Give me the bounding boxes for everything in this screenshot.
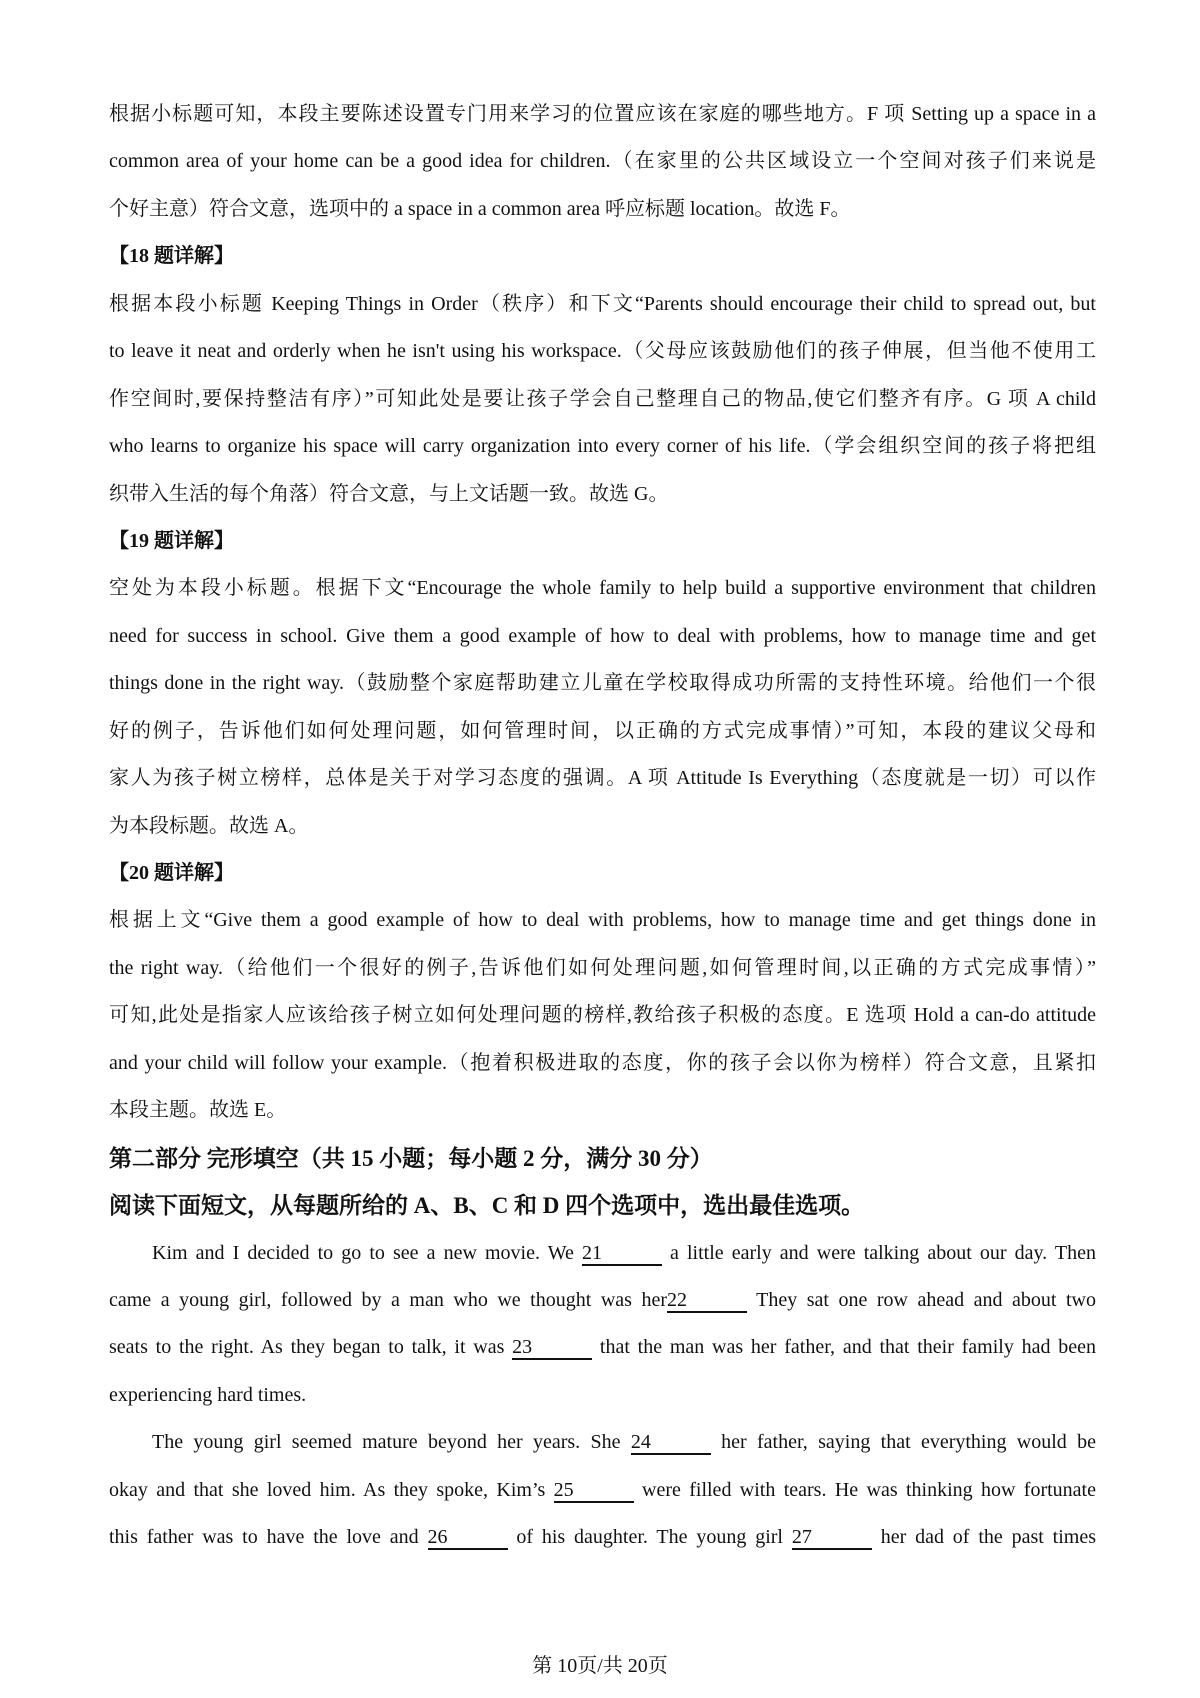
passage-text: Kim and I decided to go to see a new movie. We (152, 1241, 582, 1264)
explanation-line (109, 708, 1096, 755)
explanation-line (109, 281, 1096, 328)
passage-text: okay and that she loved him. As they spoke, Kim’s (109, 1478, 554, 1501)
passage-text: seats to the right. As they began to talk, it was (109, 1336, 513, 1359)
passage-line (109, 1324, 1096, 1371)
q20-explanation (109, 850, 1096, 1135)
explanation-line (109, 803, 1096, 850)
q19-heading (109, 518, 1096, 565)
line-text: 根据上文“Give them a good example of how to deal with problems, how to manage time and get things done in (109, 909, 1096, 932)
line-text: 织带入生活的每个角落）符合文意，与上文话题一致。故选 G。 (109, 482, 669, 505)
passage-line (109, 1277, 1096, 1324)
explanation-line (109, 897, 1096, 944)
explanation-line (109, 376, 1096, 423)
passage-text: The young girl seemed mature beyond her years. She (152, 1431, 631, 1454)
part2-cloze (109, 1135, 1096, 1562)
heading-text: 【19 题详解】 (109, 529, 234, 552)
explanation-line (109, 613, 1096, 660)
explanation-line (109, 992, 1096, 1039)
passage-text: a little early and were talking about our day. Then (661, 1241, 1096, 1264)
blank-22: 22 (667, 1289, 747, 1313)
explanation-line (109, 945, 1096, 992)
passage-text: They sat one row ahead and about two (746, 1288, 1096, 1311)
line-text (109, 1467, 1096, 1514)
explanation-line (109, 423, 1096, 470)
line-text: 家人为孩子树立榜样，总体是关于对学习态度的强调。A 项 Attitude Is Everything（态度就是一切）可以作 (109, 767, 1096, 790)
line-text: 可知,此处是指家人应该给孩子树立如何处理问题的榜样,教给孩子积极的态度。E 选项 Hold a can-do attitude (109, 1004, 1096, 1027)
line-text: who learns to organize his space will carry organization into every corner of his life.（学会组织空间的孩子将把组 (109, 435, 1096, 458)
heading-text: 【18 题详解】 (109, 245, 234, 268)
section-title-text: 第二部分 完形填空（共 15 小题；每小题 2 分，满分 30 分） (109, 1145, 713, 1171)
q20-heading (109, 850, 1096, 897)
blank-26: 26 (428, 1526, 508, 1550)
explanation-line (109, 186, 1096, 233)
passage-text: experiencing hard times. (109, 1383, 307, 1406)
line-text: 个好主意）符合文意，选项中的 a space in a common area 呼应标题 location。故选 F。 (109, 197, 851, 220)
passage-text: her dad of the past times (871, 1526, 1096, 1549)
passage-line (109, 1230, 1096, 1277)
blank-24: 24 (631, 1431, 711, 1455)
line-text: 为本段标题。故选 A。 (109, 814, 309, 837)
explanation-line (109, 1087, 1096, 1134)
heading-text: 【20 题详解】 (109, 862, 234, 884)
passage-text: this father was to have the love and (109, 1526, 428, 1549)
line-text: things done in the right way.（鼓励整个家庭帮助建立儿童在学校取得成功所需的支持性环境。给他们一个很 (109, 672, 1096, 695)
passage-line (109, 1372, 1096, 1419)
line-text: 本段主题。故选 E。 (109, 1099, 287, 1122)
explanation-line (109, 755, 1096, 802)
explanation-line (109, 328, 1096, 375)
line-text (109, 1372, 306, 1419)
line-text (109, 1324, 1096, 1371)
q18-heading (109, 233, 1096, 280)
explanation-line (109, 660, 1096, 707)
section-instructions-text: 阅读下面短文，从每题所给的 A、B、C 和 D 四个选项中，选出最佳选项。 (109, 1193, 865, 1219)
passage-line (109, 1419, 1096, 1466)
explanation-line (109, 91, 1096, 138)
passage-text: of his daughter. The young girl (507, 1526, 792, 1549)
blank-25: 25 (554, 1479, 634, 1503)
line-text: to leave it neat and orderly when he isn't using his workspace.（父母应该鼓励他们的孩子伸展，但当他不使用工 (109, 340, 1096, 363)
explanation-line (109, 471, 1096, 518)
line-text: 根据本段小标题 Keeping Things in Order（秩序）和下文“Parents should encourage their child to spread out, but (109, 292, 1096, 315)
q19-explanation (109, 518, 1096, 850)
line-text: 作空间时,要保持整洁有序）”可知此处是要让孩子学会自己整理自己的物品,使它们整齐有序。G 项 A child (109, 387, 1096, 410)
page-number: 第 10页/共 20页 (532, 1655, 668, 1677)
line-text: need for success in school. Give them a good example of how to deal with problems, how to manage time and get (109, 624, 1096, 647)
passage-line (109, 1514, 1096, 1561)
line-text: 好的例子，告诉他们如何处理问题，如何管理时间，以正确的方式完成事情）”可知，本段的建议父母和 (109, 719, 1096, 742)
explanation-line (109, 138, 1096, 185)
explanation-line (109, 1040, 1096, 1087)
passage-text: her father, saying that everything would be (710, 1431, 1096, 1454)
line-text: 空处为本段小标题。根据下文“Encourage the whole family to help build a supportive environment that children (109, 577, 1096, 600)
line-text: common area of your home can be a good idea for children.（在家里的公共区域设立一个空间对孩子们来说是 (109, 150, 1096, 173)
section-instructions (109, 1182, 1096, 1229)
section-title (109, 1135, 1096, 1182)
line-text (152, 1230, 1096, 1277)
passage-text: came a young girl, followed by a man who we thought was her (109, 1288, 667, 1311)
blank-27: 27 (792, 1526, 872, 1550)
line-text (109, 1277, 1096, 1324)
passage-text: were filled with tears. He was thinking how fortunate (633, 1478, 1096, 1501)
line-text: and your child will follow your example.（抱着积极进取的态度，你的孩子会以你为榜样）符合文意，且紧扣 (109, 1051, 1096, 1074)
line-text: 根据小标题可知，本段主要陈述设置专门用来学习的位置应该在家庭的哪些地方。F 项 Setting up a space in a (109, 103, 1096, 125)
q18-explanation (109, 233, 1096, 518)
passage-text: that the man was her father, and that their family had been (592, 1336, 1096, 1359)
explanation-line (109, 565, 1096, 612)
blank-23: 23 (512, 1336, 592, 1360)
blank-21: 21 (582, 1242, 662, 1266)
line-text (152, 1419, 1096, 1466)
page-content (109, 91, 1096, 1562)
passage-line (109, 1467, 1096, 1514)
line-text (109, 1514, 1096, 1561)
q17-explanation (109, 91, 1096, 233)
line-text: the right way.（给他们一个很好的例子,告诉他们如何处理问题,如何管理时间,以正确的方式完成事情）” (109, 956, 1096, 979)
